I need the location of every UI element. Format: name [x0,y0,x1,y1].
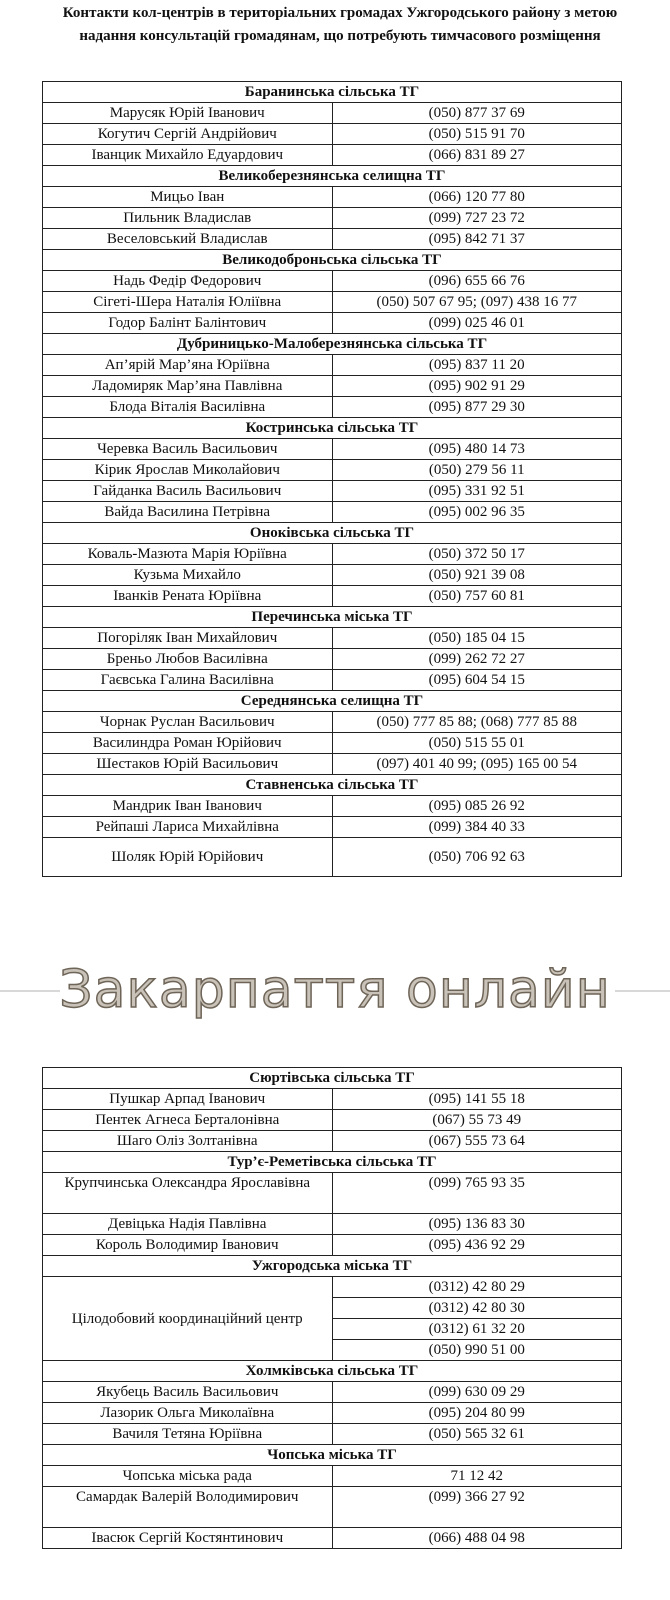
contact-name: Іванцик Михайло Едуардович [43,145,333,166]
contact-name: Чопська міська рада [43,1466,333,1487]
contact-name: Шестаков Юрій Васильович [43,754,333,775]
table-row [43,649,622,670]
table-row [43,712,622,733]
table-row [43,670,622,691]
community-header: Костринська сільська ТГ [43,418,622,439]
contact-name: Івасюк Сергій Костянтинович [43,1528,333,1549]
table-row [43,565,622,586]
table-row [43,796,622,817]
community-header: Середнянська селищна ТГ [43,691,622,712]
contact-name: Самардак Валерій Володимирович [43,1487,333,1528]
contact-name: Шаго Оліз Золтанівна [43,1131,333,1152]
contact-name: Мицьо Іван [43,187,333,208]
table-row [43,313,622,334]
contact-name: Василиндра Роман Юрійович [43,733,333,754]
contact-phone: (050) 777 85 88; (068) 777 85 88 [332,712,622,733]
table-row [43,439,622,460]
contact-phone: (067) 555 73 64 [332,1131,622,1152]
table-row [43,292,622,313]
table-row [43,1528,622,1549]
contact-phone: (099) 384 40 33 [332,817,622,838]
contact-name: Рейпаші Лариса Михайлівна [43,817,333,838]
contact-name: Король Володимир Іванович [43,1235,333,1256]
contact-name: Гайданка Василь Васильович [43,481,333,502]
contact-phone: (050) 185 04 15 [332,628,622,649]
contact-name: Шоляк Юрій Юрійович [43,838,333,877]
contact-name: Мандрик Іван Іванович [43,796,333,817]
contact-name: Крупчинська Олександра Ярославівна [43,1173,333,1214]
contact-name: Пильник Владислав [43,208,333,229]
contact-phone: (095) 604 54 15 [332,670,622,691]
contact-phone: (0312) 61 32 20 [332,1319,622,1340]
contact-phone: (050) 279 56 11 [332,460,622,481]
contact-phone: (095) 902 91 29 [332,376,622,397]
community-header: Оноківська сільська ТГ [43,523,622,544]
contact-phone: (095) 842 71 37 [332,229,622,250]
contact-phone: (095) 141 55 18 [332,1089,622,1110]
table-row [43,145,622,166]
community-header: Перечинська міська ТГ [43,607,622,628]
table-row [43,733,622,754]
contact-phone: (050) 757 60 81 [332,586,622,607]
table-row [43,481,622,502]
community-header: Тур’є-Реметівська сільська ТГ [43,1152,622,1173]
community-header: Ужгородська міська ТГ [43,1256,622,1277]
table-row [43,1466,622,1487]
contact-phone: (097) 401 40 99; (095) 165 00 54 [332,754,622,775]
community-header: Дубриницько-Малоберезнянська сільська ТГ [43,334,622,355]
contact-name: Надь Федір Федорович [43,271,333,292]
contact-phone: (099) 366 27 92 [332,1487,622,1528]
table-row [43,1403,622,1424]
community-header: Ставненська сільська ТГ [43,775,622,796]
contact-name: Погоріляк Іван Михайлович [43,628,333,649]
table-row [43,271,622,292]
table-row [43,1173,622,1214]
contact-phone: (050) 515 91 70 [332,124,622,145]
contact-phone: (066) 831 89 27 [332,145,622,166]
table-row [43,838,622,877]
table-row [43,628,622,649]
contact-phone: (095) 331 92 51 [332,481,622,502]
watermark-text: Закарпаття онлайн [59,960,611,1020]
contact-name: Чорнак Руслан Васильович [43,712,333,733]
community-header: Великоберезнянська селищна ТГ [43,166,622,187]
contact-phone: 71 12 42 [332,1466,622,1487]
contact-phone: (096) 655 66 76 [332,271,622,292]
contact-phone: (050) 706 92 63 [332,838,622,877]
contact-name: Якубець Василь Васильович [43,1382,333,1403]
contact-phone: (067) 55 73 49 [332,1110,622,1131]
table-row [43,502,622,523]
table-row [43,817,622,838]
table-row [43,1277,622,1298]
community-header: Холмківська сільська ТГ [43,1361,622,1382]
contact-name: Лазорик Ольга Миколаївна [43,1403,333,1424]
coordination-center-name: Цілодобовий координаційний центр [43,1277,333,1361]
table-row [43,355,622,376]
contact-name: Вайда Василина Петрівна [43,502,333,523]
contact-name: Вачиля Тетяна Юріївна [43,1424,333,1445]
contact-phone: (066) 488 04 98 [332,1528,622,1549]
contact-phone: (099) 025 46 01 [332,313,622,334]
table-row [43,208,622,229]
table-row [43,124,622,145]
contact-phone: (095) 204 80 99 [332,1403,622,1424]
table-row [43,103,622,124]
contact-phone: (050) 921 39 08 [332,565,622,586]
contact-phone: (050) 372 50 17 [332,544,622,565]
document-title: Контакти кол-центрів в територіальних громадах Ужгородського району з метою надання консультацій громадянам, що потребують тимчасового розміщення [62,5,618,44]
community-header: Баранинська сільська ТГ [43,82,622,103]
table-row [43,376,622,397]
community-header: Сюртівська сільська ТГ [43,1068,622,1089]
contact-phone: (050) 990 51 00 [332,1340,622,1361]
contacts-table-top [42,81,622,877]
contact-name: Бреньо Любов Василівна [43,649,333,670]
contacts-table-bottom [42,1067,622,1549]
contact-phone: (095) 480 14 73 [332,439,622,460]
contact-phone: (095) 877 29 30 [332,397,622,418]
contact-phone: (095) 837 11 20 [332,355,622,376]
table-row [43,544,622,565]
contact-phone: (0312) 42 80 30 [332,1298,622,1319]
contact-phone: (095) 002 96 35 [332,502,622,523]
contact-name: Кузьма Михайло [43,565,333,586]
contact-name: Сігеті-Шера Наталія Юліївна [43,292,333,313]
table-row [43,1131,622,1152]
table-row [43,229,622,250]
table-row [43,1110,622,1131]
table-row [43,1235,622,1256]
watermark [0,955,670,1025]
contact-phone: (050) 565 32 61 [332,1424,622,1445]
table-row [43,1382,622,1403]
contact-name: Гаєвська Галина Василівна [43,670,333,691]
community-header: Великодоброньська сільська ТГ [43,250,622,271]
contact-phone: (099) 727 23 72 [332,208,622,229]
contact-name: Іванків Рената Юріївна [43,586,333,607]
table-row [43,1424,622,1445]
contact-phone: (050) 877 37 69 [332,103,622,124]
contact-phone: (066) 120 77 80 [332,187,622,208]
table-row [43,397,622,418]
table-row [43,1089,622,1110]
contact-phone: (099) 765 93 35 [332,1173,622,1214]
contact-name: Коваль-Мазюта Марія Юріївна [43,544,333,565]
contact-phone: (099) 630 09 29 [332,1382,622,1403]
contact-name: Когутич Сергій Андрійович [43,124,333,145]
contact-name: Веселовський Владислав [43,229,333,250]
contact-phone: (050) 507 67 95; (097) 438 16 77 [332,292,622,313]
contact-name: Ап’ярій Мар’яна Юріївна [43,355,333,376]
contact-name: Пентек Агнеса Берталонівна [43,1110,333,1131]
contact-name: Ладомиряк Мар’яна Павлівна [43,376,333,397]
contact-phone: (050) 515 55 01 [332,733,622,754]
contact-name: Блода Віталія Василівна [43,397,333,418]
contact-phone: (095) 436 92 29 [332,1235,622,1256]
table-row [43,1487,622,1528]
contact-phone: (095) 136 83 30 [332,1214,622,1235]
contact-name: Черевка Василь Васильович [43,439,333,460]
contact-name: Годор Балінт Балінтович [43,313,333,334]
table-row [43,586,622,607]
table-row [43,460,622,481]
table-row [43,1214,622,1235]
contact-phone: (095) 085 26 92 [332,796,622,817]
contact-phone: (0312) 42 80 29 [332,1277,622,1298]
contact-phone: (099) 262 72 27 [332,649,622,670]
contact-name: Девіцька Надія Павлівна [43,1214,333,1235]
table-row [43,754,622,775]
contact-name: Марусяк Юрій Іванович [43,103,333,124]
contact-name: Пушкар Арпад Іванович [43,1089,333,1110]
contact-name: Кірик Ярослав Миколайович [43,460,333,481]
table-row [43,187,622,208]
community-header: Чопська міська ТГ [43,1445,622,1466]
